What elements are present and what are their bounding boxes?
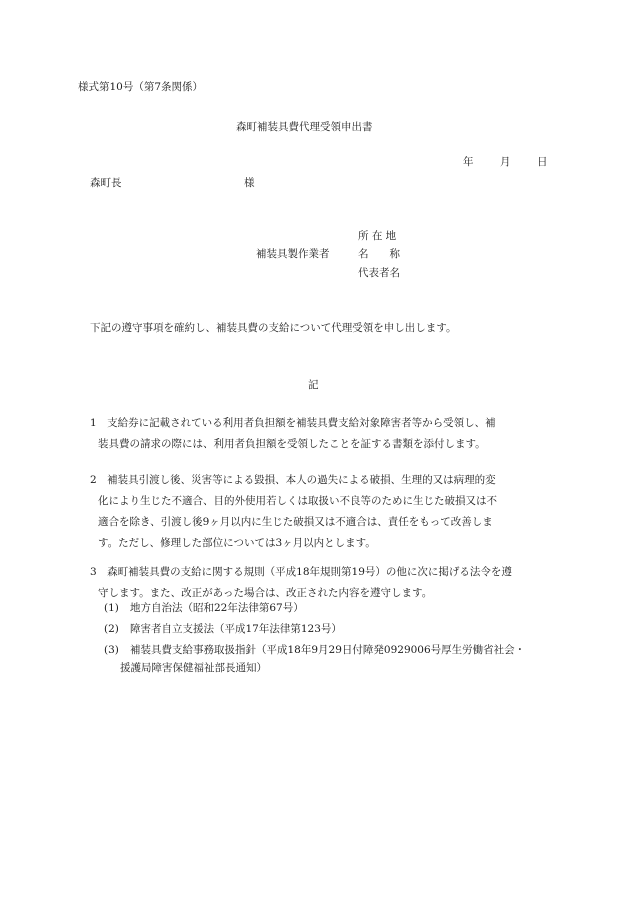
item-line: す。ただし、修理した部位については3ヶ月以内とします。 — [98, 537, 376, 549]
item-line: 2 補装具引渡し後、災害等による毀損、本人の過失による破損、生理的又は病理的変 — [90, 474, 496, 486]
item-line: 適合を除き、引渡し後9ヶ月以内に生じた破損又は不適合は、責任をもって改善しま — [98, 516, 493, 528]
item-line: 1 支給券に記載されている利用者負担額を補装具費支給対象障害者等から受領し、補 — [90, 417, 496, 429]
law-1-number: (1) — [104, 602, 119, 614]
date-day-label: 日 — [537, 156, 548, 168]
law-1-text: 地方自治法（昭和22年法律第67号） — [130, 602, 304, 614]
form-number: 様式第10号（第7条関係） — [78, 81, 204, 93]
address-label: 所 在 地 — [358, 230, 397, 242]
date-year-label: 年 — [463, 156, 474, 168]
intro-statement: 下記の遵守事項を確約し、補装具費の支給について代理受領を申し出します。 — [90, 322, 457, 334]
item-3 — [90, 562, 550, 604]
applicant-role: 補装具製作業者 — [256, 248, 330, 260]
note-heading: 記 — [308, 379, 319, 391]
item-line: 3 森町補装具費の支給に関する規則（平成18年規則第19号）の他に次に掲げる法令を遵 — [90, 566, 512, 578]
law-2-number: (2) — [104, 623, 119, 635]
item-line: 化により生じた不適合、目的外使用若しくは取扱い不良等のために生じた破損又は不 — [98, 495, 497, 507]
addressee-name: 森町長 — [90, 177, 122, 189]
law-2-text: 障害者自立支援法（平成17年法律第123号） — [130, 623, 342, 635]
addressee-honorific: 様 — [244, 177, 255, 189]
item-2 — [90, 470, 550, 554]
law-3-text: 補装具費支給事務取扱指針（平成18年9月29日付障発0929006号厚生労働省社会・ — [130, 644, 526, 656]
law-3-number: (3) — [104, 644, 119, 656]
law-3-continuation: 援護局障害保健福祉部長通知） — [120, 662, 267, 674]
document-title: 森町補装具費代理受領申出書 — [236, 121, 373, 133]
date-month-label: 月 — [500, 156, 511, 168]
item-1 — [90, 413, 550, 455]
representative-label: 代表者名 — [358, 267, 400, 279]
item-line: 守します。また、改正があった場合は、改正された内容を遵守します。 — [98, 587, 433, 599]
company-name-label: 名 称 — [358, 248, 400, 260]
item-line: 装具費の請求の際には、利用者負担額を受領したことを証する書類を添付します。 — [98, 438, 486, 450]
